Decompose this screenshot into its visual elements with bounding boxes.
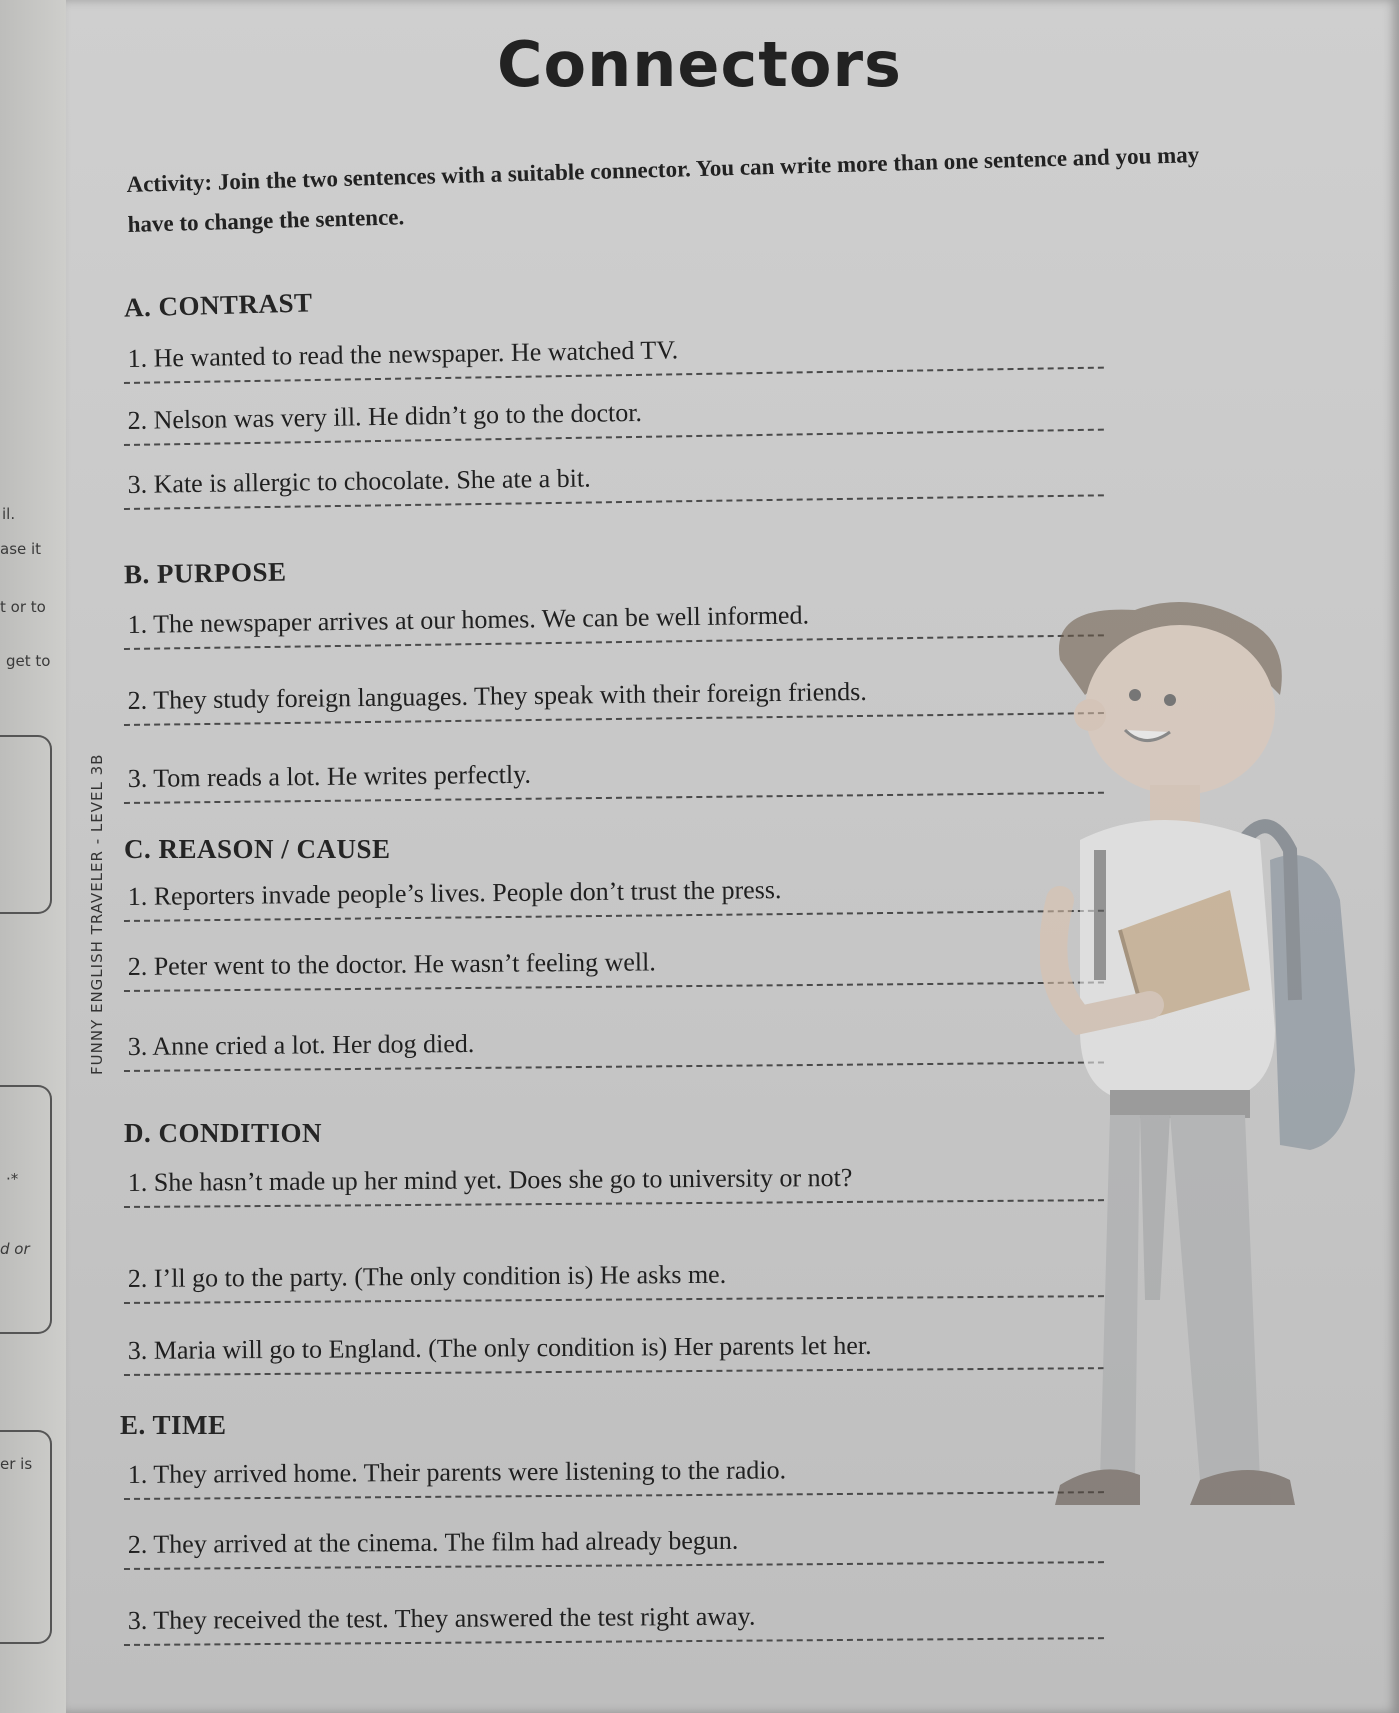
left-page-box <box>0 735 52 914</box>
activity-text: Join the two sentences with a suitable connector. You can write more than one sentence and you may have to change the sentence. <box>127 142 1200 237</box>
exercise-prompt: 2. Nelson was very ill. He didn’t go to the doctor. <box>127 397 643 435</box>
exercise-prompt: 1. He wanted to read the newspaper. He watched TV. <box>127 335 679 373</box>
left-page-fragment: er is <box>0 1455 33 1473</box>
left-page-box <box>0 1085 52 1334</box>
exercise-item[interactable] <box>124 939 1104 992</box>
section-heading-contrast: A. CONTRAST <box>123 287 313 323</box>
left-page-box <box>0 1430 52 1644</box>
exercise-prompt: 1. Reporters invade people’s lives. People don’t trust the press. <box>127 875 782 911</box>
exercise-item[interactable] <box>124 1019 1104 1072</box>
page-title: Connectors <box>497 28 902 101</box>
left-page-fragment: t or to <box>0 598 46 616</box>
exercise-prompt: 3. Anne cried a lot. Her dog died. <box>127 1028 475 1061</box>
exercise-prompt: 3. Maria will go to England. (The only condition is) Her parents let her. <box>127 1330 872 1365</box>
left-page-fragment: ase it <box>0 540 42 558</box>
exercise-item[interactable] <box>124 1595 1104 1646</box>
exercise-item[interactable] <box>124 1449 1104 1500</box>
exercise-prompt: 2. Peter went to the doctor. He wasn’t feeling well. <box>127 947 656 981</box>
exercise-prompt: 3. Kate is allergic to chocolate. She ate a bit. <box>127 463 591 499</box>
left-page-fragment: ·* <box>6 1170 19 1188</box>
exercise-prompt: 2. They study foreign languages. They speak with their foreign friends. <box>127 676 867 715</box>
exercise-prompt: 1. She hasn’t made up her mind yet. Does she go to university or not? <box>127 1162 853 1197</box>
exercise-item[interactable] <box>124 1325 1104 1376</box>
left-page-fragment: get to <box>6 652 51 670</box>
exercise-item[interactable] <box>124 1519 1104 1570</box>
section-heading-condition: D. CONDITION <box>124 1118 323 1148</box>
spine-label: FUNNY ENGLISH TRAVELER - LEVEL 3B <box>88 753 106 1075</box>
exercise-prompt: 2. I’ll go to the party. (The only condition is) He asks me. <box>127 1259 727 1293</box>
exercise-item[interactable] <box>124 1253 1104 1304</box>
exercise-prompt: 1. The newspaper arrives at our homes. We can be well informed. <box>127 600 810 639</box>
left-page-edge <box>0 0 70 1713</box>
section-heading-time: E. TIME <box>120 1410 227 1440</box>
exercise-item[interactable] <box>124 1157 1104 1208</box>
exercise-prompt: 1. They arrived home. Their parents were listening to the radio. <box>127 1455 787 1489</box>
left-page-fragment: il. <box>2 505 16 523</box>
exercise-prompt: 3. Tom reads a lot. He writes perfectly. <box>127 759 532 793</box>
section-heading-reason-cause: C. REASON / CAUSE <box>124 834 391 864</box>
exercise-prompt: 3. They received the test. They answered the test right away. <box>127 1601 756 1635</box>
exercise-prompt: 2. They arrived at the cinema. The film had already begun. <box>127 1525 739 1559</box>
student-boy-with-backpack-and-book-illustration <box>1040 600 1380 1710</box>
activity-label: Activity: <box>126 169 213 197</box>
section-heading-purpose: B. PURPOSE <box>123 556 287 590</box>
left-page-fragment: d or <box>0 1240 30 1258</box>
